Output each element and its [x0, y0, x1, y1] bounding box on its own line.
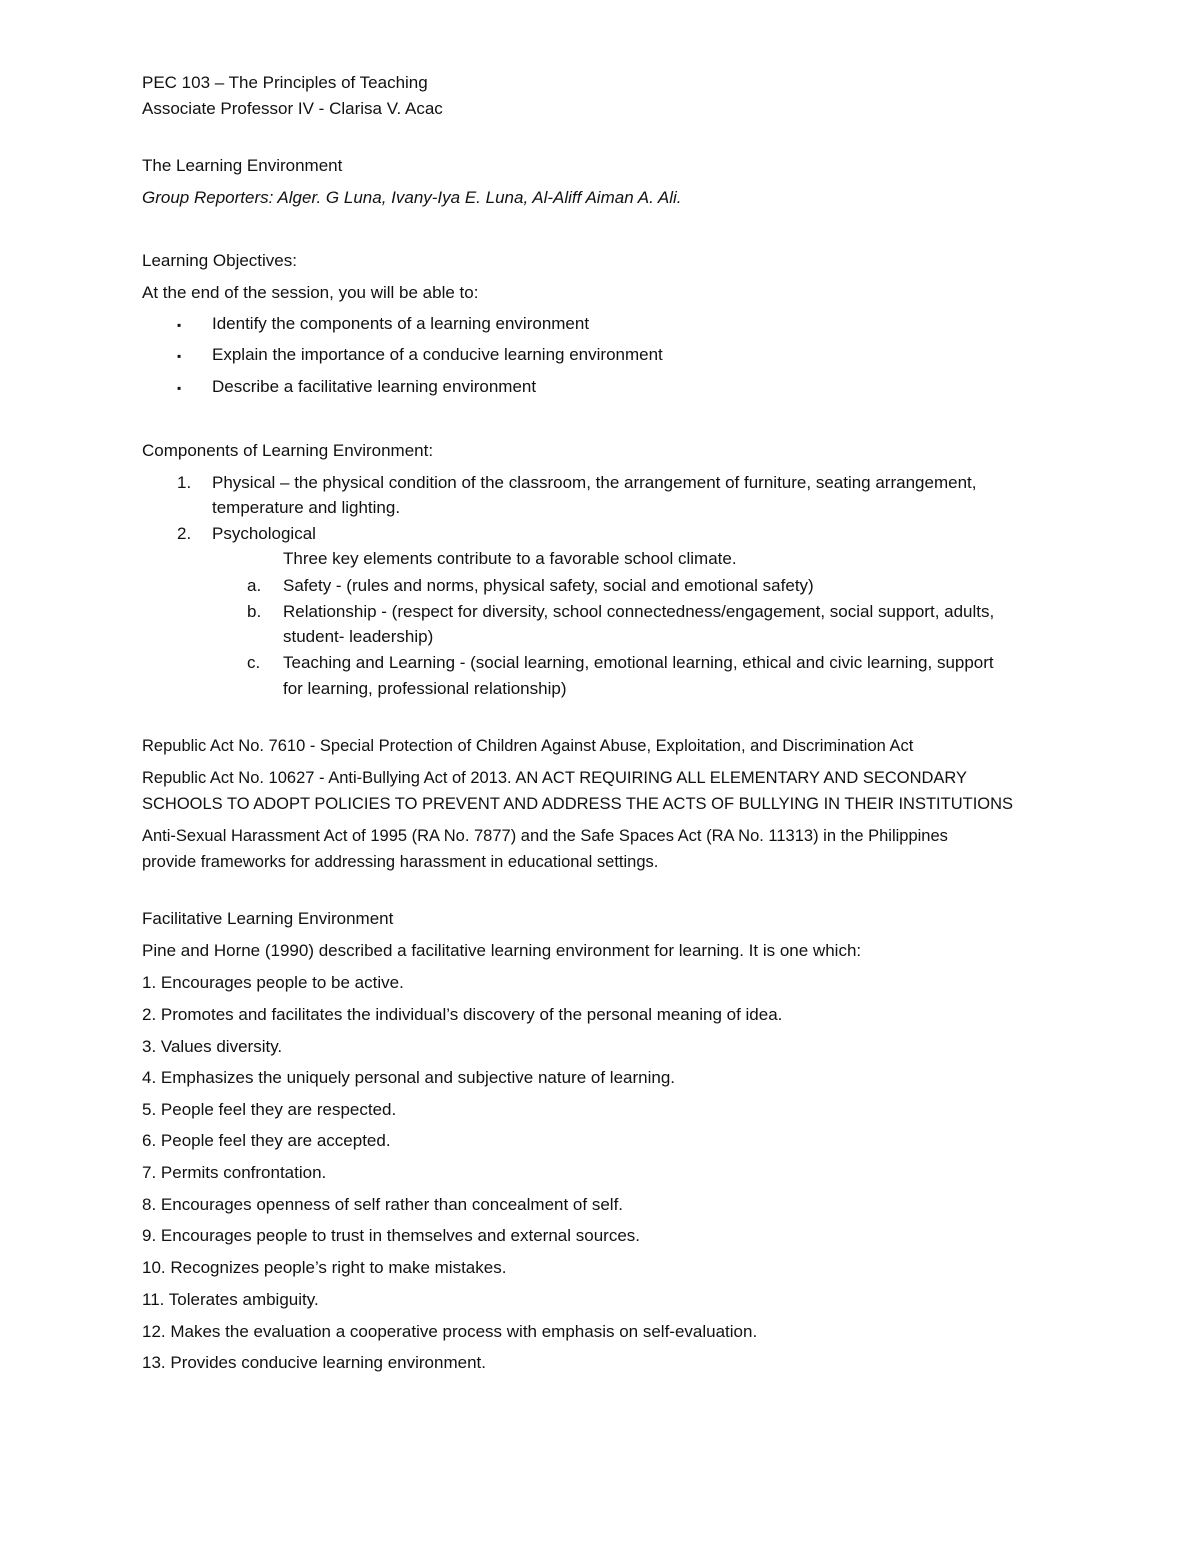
- bullet-marker: ▪: [177, 318, 182, 332]
- relationship-element: Relationship - (respect for diversity, school connectedness/engagement, social support, adults,: [283, 602, 995, 621]
- objective-item: Identify the components of a learning environment: [212, 314, 590, 333]
- course-title: PEC 103 – The Principles of Teaching: [142, 73, 428, 92]
- ra-10627: Republic Act No. 10627 - Anti-Bullying Act of 2013. AN ACT REQUIRING ALL ELEMENTARY AND SECONDARY: [142, 769, 968, 787]
- climate-intro: Three key elements contribute to a favorable school climate.: [283, 549, 737, 568]
- objectives-heading: Learning Objectives:: [142, 251, 297, 270]
- list-letter: c.: [247, 653, 261, 672]
- facilitative-item: 6. People feel they are accepted.: [142, 1131, 391, 1150]
- topic-title: The Learning Environment: [142, 156, 343, 175]
- facilitative-item: 9. Encourages people to trust in themselves and external sources.: [142, 1226, 641, 1245]
- objective-item: Explain the importance of a conducive learning environment: [212, 345, 663, 364]
- anti-sexual-harassment-act-cont: provide frameworks for addressing harassment in educational settings.: [142, 853, 659, 871]
- teaching-learning-element-cont: for learning, professional relationship): [283, 679, 567, 698]
- anti-sexual-harassment-act: Anti-Sexual Harassment Act of 1995 (RA No. 7877) and the Safe Spaces Act (RA No. 11313) in the Philippines: [142, 827, 948, 845]
- facilitative-intro: Pine and Horne (1990) described a facilitative learning environment for learning. It is one which:: [142, 941, 862, 960]
- facilitative-item: 5. People feel they are respected.: [142, 1100, 397, 1119]
- list-number: 2.: [177, 524, 192, 543]
- facilitative-heading: Facilitative Learning Environment: [142, 909, 394, 928]
- facilitative-item: 4. Emphasizes the uniquely personal and subjective nature of learning.: [142, 1068, 676, 1087]
- psychological-component: Psychological: [212, 524, 316, 543]
- objectives-intro: At the end of the session, you will be able to:: [142, 283, 479, 302]
- relationship-element-cont: student- leadership): [283, 627, 434, 646]
- facilitative-item: 3. Values diversity.: [142, 1037, 283, 1056]
- facilitative-item: 2. Promotes and facilitates the individual’s discovery of the personal meaning of idea.: [142, 1005, 783, 1024]
- facilitative-item: 13. Provides conducive learning environment.: [142, 1353, 486, 1372]
- list-number: 1.: [177, 473, 192, 492]
- teaching-learning-element: Teaching and Learning - (social learning, emotional learning, ethical and civic learning, support: [283, 653, 994, 672]
- facilitative-item: 10. Recognizes people’s right to make mistakes.: [142, 1258, 507, 1277]
- physical-component: Physical – the physical condition of the classroom, the arrangement of furniture, seating arrangement,: [212, 473, 977, 492]
- ra-10627-cont: SCHOOLS TO ADOPT POLICIES TO PREVENT AND ADDRESS THE ACTS OF BULLYING IN THEIR INSTITUTIONS: [142, 795, 1014, 813]
- facilitative-item: 12. Makes the evaluation a cooperative process with emphasis on self-evaluation.: [142, 1322, 758, 1341]
- facilitative-item: 11. Tolerates ambiguity.: [142, 1290, 319, 1309]
- facilitative-item: 8. Encourages openness of self rather than concealment of self.: [142, 1195, 624, 1214]
- objective-item: Describe a facilitative learning environment: [212, 377, 537, 396]
- bullet-marker: ▪: [177, 349, 182, 363]
- professor-name: Associate Professor IV - Clarisa V. Acac: [142, 99, 443, 118]
- safety-element: Safety - (rules and norms, physical safety, social and emotional safety): [283, 576, 814, 595]
- list-letter: b.: [247, 602, 262, 621]
- facilitative-item: 7. Permits confrontation.: [142, 1163, 327, 1182]
- facilitative-item: 1. Encourages people to be active.: [142, 973, 404, 992]
- bullet-marker: ▪: [177, 381, 182, 395]
- ra-7610: Republic Act No. 7610 - Special Protection of Children Against Abuse, Exploitation, and Discrimination Act: [142, 737, 914, 755]
- physical-component-cont: temperature and lighting.: [212, 498, 401, 517]
- group-reporters: Group Reporters: Alger. G Luna, Ivany-Iya E. Luna, Al-Aliff Aiman A. Ali.: [142, 188, 682, 207]
- list-letter: a.: [247, 576, 262, 595]
- components-heading: Components of Learning Environment:: [142, 441, 434, 460]
